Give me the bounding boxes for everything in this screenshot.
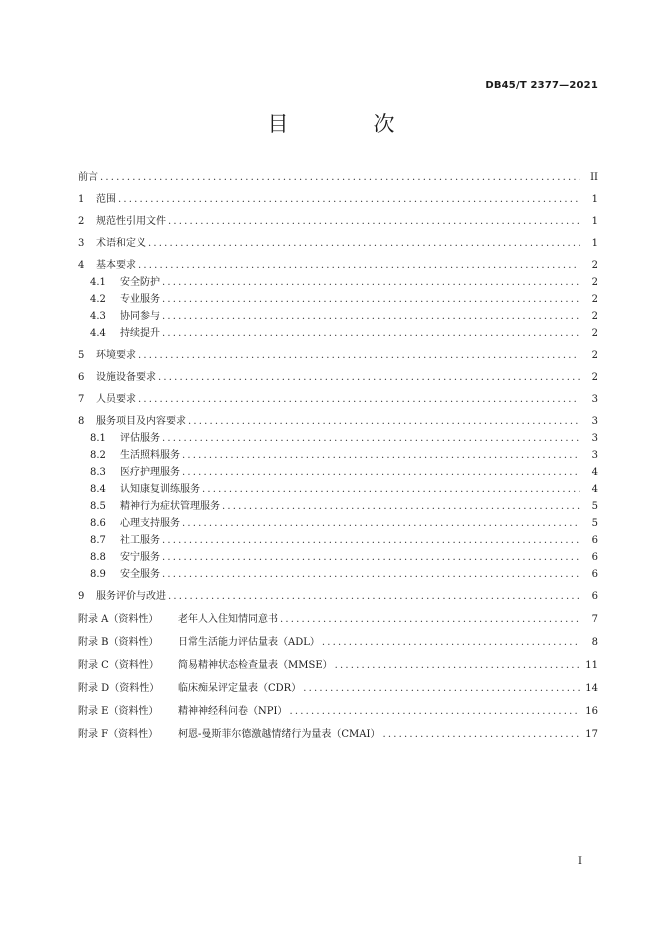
section-number: 8.7 <box>90 535 106 546</box>
toc-page-number: 3 <box>591 433 598 444</box>
section-number: 8.4 <box>90 484 106 495</box>
toc-entry-title: 人员要求 <box>96 394 136 405</box>
toc-entry[interactable] <box>78 415 598 429</box>
leader-dots <box>162 327 580 341</box>
section-number: 4.1 <box>90 277 106 288</box>
toc-page-number: 5 <box>591 501 598 512</box>
section-number: 8.2 <box>90 450 106 461</box>
section-number: 8.3 <box>90 467 106 478</box>
toc-entry-title: 规范性引用文件 <box>96 216 166 227</box>
toc-entry[interactable] <box>78 171 598 185</box>
leader-dots <box>162 568 580 582</box>
leader-dots <box>138 349 580 363</box>
toc-entry-title: 临床痴呆评定量表（CDR） <box>178 683 302 694</box>
toc-entry[interactable] <box>78 327 598 341</box>
appendix-designation: 附录 B（资料性） <box>78 637 159 648</box>
leader-dots <box>289 705 580 719</box>
page-number: I <box>578 856 582 867</box>
leader-dots <box>118 193 580 207</box>
toc-entry-title: 持续提升 <box>120 328 160 339</box>
toc-entry-title: 范围 <box>96 194 116 205</box>
section-number: 4.3 <box>90 311 106 322</box>
leader-dots <box>280 613 580 627</box>
leader-dots <box>162 551 580 565</box>
toc-entry-label <box>78 613 280 627</box>
section-number: 5 <box>78 350 85 361</box>
section-number: 8.5 <box>90 501 106 512</box>
toc-entry[interactable] <box>78 517 598 531</box>
leader-dots <box>303 682 580 696</box>
toc-page-number: 6 <box>591 535 598 546</box>
toc-entry-label <box>78 705 289 719</box>
toc-entry-title: 安宁服务 <box>120 552 160 563</box>
leader-dots <box>335 659 580 673</box>
toc-entry[interactable] <box>78 237 598 251</box>
appendix-designation: 附录 C（资料性） <box>78 660 159 671</box>
toc-entry-label <box>78 449 182 463</box>
appendix-designation: 附录 D（资料性） <box>78 683 160 694</box>
toc-entry[interactable] <box>78 636 598 650</box>
leader-dots <box>162 310 580 324</box>
toc-entry-label <box>78 568 162 582</box>
page-title: 目 次 <box>267 112 427 136</box>
leader-dots <box>202 483 580 497</box>
section-number: 8.6 <box>90 518 106 529</box>
toc-page-number: 1 <box>591 194 598 205</box>
toc-page-number: 6 <box>591 591 598 602</box>
section-number: 6 <box>78 372 85 383</box>
leader-dots <box>162 432 580 446</box>
toc-entry-label <box>78 310 162 324</box>
toc-entry[interactable] <box>78 466 598 480</box>
toc-entry[interactable] <box>78 705 598 719</box>
toc-entry-label <box>78 551 162 565</box>
toc-entry-title: 评估服务 <box>120 433 160 444</box>
toc-entry-title: 环境要求 <box>96 350 136 361</box>
toc-page-number: 2 <box>591 294 598 305</box>
toc-entry-title: 简易精神状态检查量表（MMSE） <box>178 660 333 671</box>
toc-entry[interactable] <box>78 551 598 565</box>
toc-entry-label <box>78 276 162 290</box>
toc-entry-label <box>78 259 138 273</box>
toc-entry-label <box>78 659 335 673</box>
toc-entry-title: 服务评价与改进 <box>96 591 166 602</box>
toc-entry-title: 服务项目及内容要求 <box>96 416 186 427</box>
toc-page-number: 6 <box>591 569 598 580</box>
toc-entry[interactable] <box>78 393 598 407</box>
leader-dots <box>148 237 580 251</box>
toc-entry[interactable] <box>78 682 598 696</box>
section-number: 8.1 <box>90 433 106 444</box>
toc-entry-label <box>78 466 182 480</box>
section-number: 4.2 <box>90 294 106 305</box>
toc-entry[interactable] <box>78 449 598 463</box>
toc-page-number: 2 <box>591 260 598 271</box>
toc-entry[interactable] <box>78 568 598 582</box>
leader-dots <box>188 415 580 429</box>
toc-entry-label <box>78 682 303 696</box>
leader-dots <box>100 171 580 185</box>
toc-entry-label <box>78 590 168 604</box>
table-of-contents <box>78 171 598 742</box>
toc-entry-title: 精神神经科问卷（NPI） <box>178 706 288 717</box>
toc-entry-label <box>78 728 382 742</box>
appendix-designation: 附录 F（资料性） <box>78 729 159 740</box>
toc-page-number: 3 <box>591 416 598 427</box>
leader-dots <box>138 259 580 273</box>
toc-entry-label <box>78 171 100 185</box>
toc-entry-label <box>78 193 118 207</box>
toc-entry-label <box>78 393 138 407</box>
section-number: 7 <box>78 394 85 405</box>
toc-entry-label <box>78 371 158 385</box>
toc-entry-label <box>78 500 222 514</box>
toc-entry[interactable] <box>78 349 598 363</box>
leader-dots <box>162 534 580 548</box>
toc-page-number: 1 <box>591 216 598 227</box>
appendix-designation: 附录 E（资料性） <box>78 706 159 717</box>
toc-page-number: 16 <box>585 706 598 717</box>
toc-entry[interactable] <box>78 215 598 229</box>
section-number: 4 <box>78 260 85 271</box>
toc-page-number: 3 <box>591 394 598 405</box>
toc-entry[interactable] <box>78 483 598 497</box>
toc-entry-title: 术语和定义 <box>96 238 146 249</box>
leader-dots <box>322 636 580 650</box>
toc-entry-title: 生活照料服务 <box>120 450 180 461</box>
standard-code: DB45/T 2377—2021 <box>485 80 598 91</box>
toc-page-number: 4 <box>591 467 598 478</box>
section-number: 9 <box>78 591 85 602</box>
toc-entry-label <box>78 349 138 363</box>
leader-dots <box>168 590 580 604</box>
leader-dots <box>182 517 580 531</box>
toc-entry-title: 安全防护 <box>120 277 160 288</box>
toc-entry-title: 基本要求 <box>96 260 136 271</box>
toc-entry[interactable] <box>78 293 598 307</box>
toc-entry-title: 医疗护理服务 <box>120 467 180 478</box>
toc-entry-title: 认知康复训练服务 <box>120 484 200 495</box>
section-number: 8.8 <box>90 552 106 563</box>
toc-entry-label <box>78 483 202 497</box>
toc-entry[interactable] <box>78 193 598 207</box>
leader-dots <box>182 466 580 480</box>
section-number: 8.9 <box>90 569 106 580</box>
leader-dots <box>138 393 580 407</box>
toc-entry-label <box>78 636 322 650</box>
toc-page-number: 2 <box>591 328 598 339</box>
toc-entry-title: 老年人入住知情同意书 <box>178 614 278 625</box>
leader-dots <box>382 728 580 742</box>
leader-dots <box>162 293 580 307</box>
toc-entry-label <box>78 534 162 548</box>
toc-page-number: 17 <box>585 729 598 740</box>
toc-entry-title: 安全服务 <box>120 569 160 580</box>
toc-page-number: 8 <box>591 637 598 648</box>
toc-entry-title: 精神行为症状管理服务 <box>120 501 220 512</box>
toc-entry[interactable] <box>78 371 598 385</box>
toc-page-number: 11 <box>585 660 598 671</box>
toc-entry-title: 柯恩-曼斯菲尔德激越情绪行为量表（CMAI） <box>178 729 381 740</box>
toc-page-number: 5 <box>591 518 598 529</box>
toc-entry-label <box>78 432 162 446</box>
toc-entry-title: 设施设备要求 <box>96 372 156 383</box>
toc-entry[interactable] <box>78 310 598 324</box>
toc-entry-label <box>78 293 162 307</box>
toc-page-number: 7 <box>591 614 598 625</box>
toc-entry[interactable] <box>78 590 598 604</box>
toc-page-number: 1 <box>591 238 598 249</box>
toc-entry[interactable] <box>78 432 598 446</box>
section-number: 2 <box>78 216 85 227</box>
leader-dots <box>182 449 580 463</box>
leader-dots <box>162 276 580 290</box>
section-number: 3 <box>78 238 85 249</box>
leader-dots <box>222 500 580 514</box>
toc-entry-label <box>78 327 162 341</box>
toc-page-number: 4 <box>591 484 598 495</box>
toc-page-number: 2 <box>591 277 598 288</box>
toc-entry-label <box>78 415 188 429</box>
toc-entry-title: 前言 <box>78 172 98 183</box>
toc-entry-title: 日常生活能力评估量表（ADL） <box>178 637 320 648</box>
leader-dots <box>158 371 580 385</box>
appendix-designation: 附录 A（资料性） <box>78 614 159 625</box>
toc-page-number: II <box>590 172 598 183</box>
toc-entry-title: 协同参与 <box>120 311 160 322</box>
section-number: 1 <box>78 194 85 205</box>
toc-entry[interactable] <box>78 613 598 627</box>
toc-page-number: 3 <box>591 450 598 461</box>
toc-page-number: 2 <box>591 372 598 383</box>
section-number: 4.4 <box>90 328 106 339</box>
toc-page-number: 2 <box>591 311 598 322</box>
toc-entry[interactable] <box>78 728 598 742</box>
toc-entry-label <box>78 517 182 531</box>
toc-entry[interactable] <box>78 276 598 290</box>
toc-entry-title: 社工服务 <box>120 535 160 546</box>
toc-entry-title: 心理支持服务 <box>120 518 180 529</box>
toc-entry[interactable] <box>78 500 598 514</box>
toc-entry-title: 专业服务 <box>120 294 160 305</box>
toc-page-number: 14 <box>585 683 598 694</box>
leader-dots <box>168 215 580 229</box>
toc-entry-label <box>78 237 148 251</box>
section-number: 8 <box>78 416 85 427</box>
toc-entry[interactable] <box>78 534 598 548</box>
toc-page-number: 6 <box>591 552 598 563</box>
toc-entry-label <box>78 215 168 229</box>
toc-page-number: 2 <box>591 350 598 361</box>
toc-entry[interactable] <box>78 659 598 673</box>
toc-entry[interactable] <box>78 259 598 273</box>
